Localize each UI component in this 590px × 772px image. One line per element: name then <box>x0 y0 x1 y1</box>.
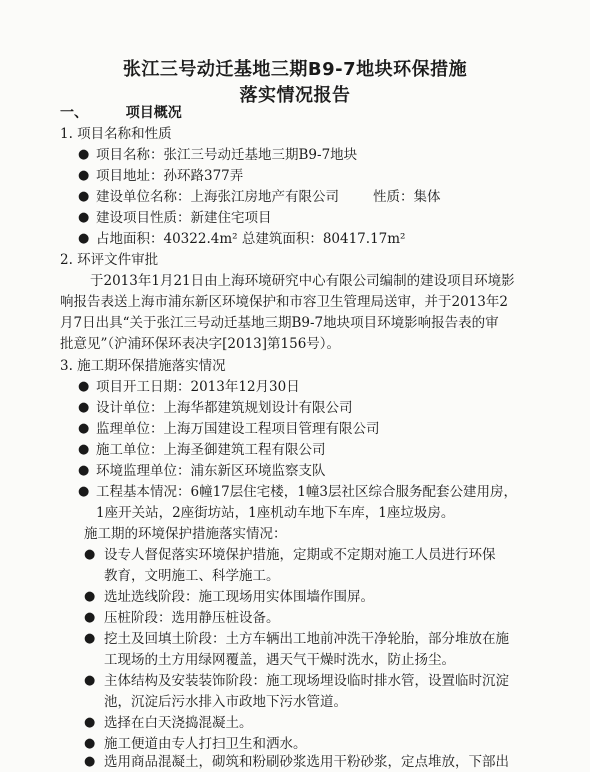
document-title: 张江三号动迁基地三期B9-7地块环保措施 <box>122 59 468 80</box>
subheading-2: 2. 环评文件审批 <box>60 252 159 268</box>
section-heading-1: 一、 项目概况 <box>60 105 182 121</box>
list-item-continuation: 1座开关站，2座街坊站，1座机动车地下车库，1座垃圾房。 <box>96 505 455 521</box>
list-item-continuation: 工现场的土方用绿网覆盖，遇天气干燥时洗水，防止扬尘。 <box>104 652 455 668</box>
paragraph-line: 响报告表送上海市浦东新区环境保护和市容卫生管理局送审，并于2013年2 <box>60 294 508 310</box>
bullet-icon: ● <box>78 421 90 436</box>
list-item: 建设项目性质：新建住宅项目 <box>96 210 272 226</box>
paragraph-line: 月7日出具“关于张江三号动迁基地三期B9-7地块项目环境影响报告表的审 <box>60 315 499 331</box>
list-item: 选用商品混凝土，砌筑和粉刷砂浆选用干粉砂浆，定点堆放，下部出 <box>104 754 509 770</box>
bullet-icon: ● <box>78 379 90 394</box>
bullet-icon: ● <box>84 754 96 769</box>
bullet-icon: ● <box>84 673 96 688</box>
bullet-icon: ● <box>84 610 96 625</box>
bullet-icon: ● <box>84 589 96 604</box>
list-item-continuation: 池，沉淀后污水排入市政地下污水管道。 <box>104 694 347 710</box>
bullet-icon: ● <box>78 189 90 204</box>
list-item: 挖土及回填土阶段：土方车辆出工地前冲洗干净轮胎，部分堆放在施 <box>104 631 509 647</box>
bullet-icon: ● <box>84 715 96 730</box>
list-item: 监理单位：上海万国建设工程项目管理有限公司 <box>96 421 380 437</box>
list-item-continuation: 教育，文明施工、科学施工。 <box>104 568 280 584</box>
subheading-3: 3. 施工期环保措施落实情况 <box>60 358 226 374</box>
list-item: 项目名称：张江三号动迁基地三期B9-7地块 <box>96 147 358 163</box>
list-item: 环境监理单位：浦东新区环境监察支队 <box>96 463 326 479</box>
bullet-icon: ● <box>78 168 90 183</box>
env-measures-heading: 施工期的环境保护措施落实情况： <box>84 526 287 542</box>
list-item: 占地面积：40322.4m² 总建筑面积：80417.17m² <box>96 231 406 247</box>
bullet-icon: ● <box>78 210 90 225</box>
bullet-icon: ● <box>78 484 90 499</box>
bullet-icon: ● <box>78 231 90 246</box>
bullet-icon: ● <box>78 442 90 457</box>
subheading-1: 1. 项目名称和性质 <box>60 126 172 142</box>
bullet-icon: ● <box>84 631 96 646</box>
list-item: 建设单位名称：上海张江房地产有限公司 性质：集体 <box>96 189 441 205</box>
list-item: 压桩阶段：选用静压桩设备。 <box>104 610 280 626</box>
bullet-icon: ● <box>84 736 96 751</box>
list-item: 施工单位：上海圣御建筑工程有限公司 <box>96 442 326 458</box>
list-item: 工程基本情况：6幢17层住宅楼，1幢3层社区综合服务配套公建用房， <box>96 484 517 500</box>
bullet-icon: ● <box>84 547 96 562</box>
bullet-icon: ● <box>78 463 90 478</box>
list-item: 项目地址：孙环路377弄 <box>96 168 244 184</box>
list-item: 主体结构及安装装饰阶段：施工现场埋设临时排水管，设置临时沉淀 <box>104 673 509 689</box>
document-subtitle: 落实情况报告 <box>239 85 351 106</box>
bullet-icon: ● <box>78 147 90 162</box>
list-item: 选择在白天浇捣混凝土。 <box>104 715 253 731</box>
list-item: 设专人督促落实环境保护措施，定期或不定期对施工人员进行环保 <box>104 547 496 563</box>
list-item: 设计单位：上海华都建筑规划设计有限公司 <box>96 400 353 416</box>
bullet-icon: ● <box>78 400 90 415</box>
list-item: 选址选线阶段：施工现场用实体围墙作围屏。 <box>104 589 374 605</box>
paragraph-line: 于2013年1月21日由上海环境研究中心有限公司编制的建设项目环境影 <box>90 273 515 289</box>
list-item: 施工便道由专人打扫卫生和洒水。 <box>104 736 307 752</box>
paragraph-line: 批意见”（沪浦环保环表决字[2013]第156号）。 <box>60 336 341 352</box>
list-item: 项目开工日期：2013年12月30日 <box>96 379 300 395</box>
